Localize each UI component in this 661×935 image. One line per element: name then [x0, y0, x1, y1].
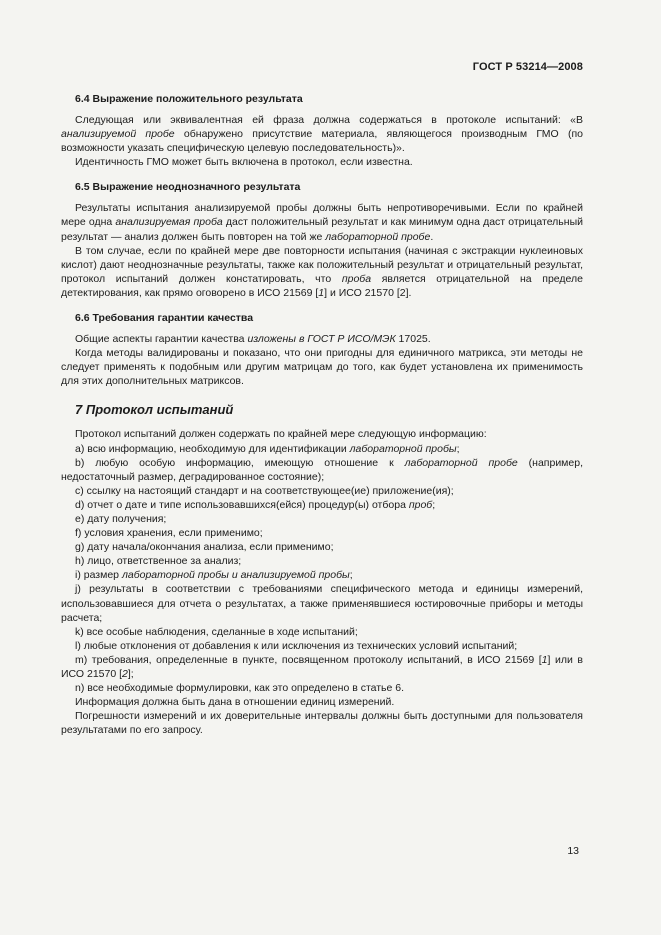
- text-run: Общие аспекты гарантии качества: [75, 333, 248, 346]
- list-item-b: [61, 456, 583, 484]
- italic-term: проба: [341, 272, 372, 285]
- text-run: обнаружено присутствие материала, являющегося производным ГМО (по возможности указать специфическую целевую последовательность)».: [61, 128, 583, 155]
- section-7-title: 7 Протокол испытаний: [75, 402, 234, 418]
- text-run: является отрицательной на пределе детектирования, как прямо оговорено в ИСО 21569 [: [61, 272, 583, 299]
- italic-term: лабораторной пробы и анализируемой пробы: [121, 569, 350, 582]
- italic-term: анализируемой пробе: [61, 128, 175, 141]
- units-paragraph: Информация должна быть дана в отношении единиц измерений.: [75, 696, 395, 709]
- section-6-6-title: 6.6 Требования гарантии качества: [75, 312, 254, 325]
- list-item-e: e) дату получения;: [75, 512, 167, 525]
- section-6-4-paragraph-1: [61, 113, 583, 155]
- reference-number: 1: [318, 286, 325, 299]
- text-run: Следующая или эквивалентная ей фраза должна содержаться в протоколе испытаний: «В: [75, 114, 583, 126]
- list-item-h: h) лицо, ответственное за анализ;: [75, 555, 242, 568]
- list-item-n: n) все необходимые формулировки, как это определено в статье 6.: [75, 682, 405, 695]
- text-run: ] или в ИСО 21570 [: [61, 653, 584, 680]
- section-6-6-paragraph-2: Когда методы валидированы и показано, что они пригодны для единичного матрикса, эти методы не следует применять к подобным или другим матрицам до того, как будет установлена их применимость для этих дополнительных матриксов.: [61, 347, 583, 388]
- text-run: ;: [349, 569, 353, 582]
- italic-term: анализируемая проба: [115, 216, 223, 229]
- text-run: d) отчет о дате и типе использовавшихся(ейся) процедур(ы) отбора: [75, 498, 409, 511]
- list-item-f: f) условия хранения, если применимо;: [75, 527, 263, 540]
- section-6-4-paragraph-2: Идентичность ГМО может быть включена в протокол, если известна.: [75, 156, 413, 169]
- list-item-m: [61, 653, 583, 681]
- reference-number: 2: [122, 668, 128, 680]
- reference-number: 1: [541, 653, 548, 666]
- list-item-i: [61, 568, 583, 582]
- list-item-j: j) результаты в соответствии с требованиями специфического метода и единицы измерений, использовавшиеся для отчета о результатах, а также применявшиеся юстировочные приборы и методы расчета;: [61, 583, 583, 624]
- text-run: В том случае, если по крайней мере две повторности испытания (начиная с экстракции нуклеиновых кислот) дают неоднозначные результаты, также как положительный результат и отрицательный результат, протокол испытаний должен констатировать, что: [61, 244, 583, 285]
- section-6-4-title: 6.4 Выражение положительного результата: [75, 93, 303, 105]
- text-run: даст положительный результат и как минимум одна даст отрицательный результат — анализ должен быть повторен на той же: [61, 216, 583, 243]
- section-6-5: [61, 180, 583, 300]
- page-content: [61, 92, 583, 737]
- text-run: ];: [127, 668, 134, 680]
- italic-term: лабораторной пробе: [325, 230, 431, 243]
- list-item-d: [61, 498, 583, 512]
- section-6-5-title: 6.5 Выражение неоднозначного результата: [75, 181, 301, 194]
- text-run: ] и ИСО 21570 [2].: [324, 286, 412, 299]
- list-item-k: k) все особые наблюдения, сделанные в ходе испытаний;: [75, 625, 358, 638]
- section-6-5-paragraph-2: [61, 244, 583, 300]
- list-item-c: c) ссылку на настоящий стандарт и на соответствующее(ие) приложение(ия);: [75, 484, 454, 497]
- italic-term: проб: [408, 498, 433, 511]
- section-6-4: [61, 92, 583, 169]
- list-item-l: l) любые отклонения от добавления к или исключения из технических условий испытаний;: [75, 639, 518, 652]
- text-run: .: [430, 230, 434, 243]
- section-6-6: [61, 311, 583, 388]
- italic-term: изложены в ГОСТ Р ИСО/МЭК: [247, 333, 396, 346]
- text-run: (например, недостаточный размер, деградированное состояние);: [61, 456, 584, 483]
- italic-term: лабораторной пробы: [349, 442, 457, 455]
- text-run: a) всю информацию, необходимую для идентификации: [75, 442, 350, 455]
- section-6-5-paragraph-1: [61, 201, 583, 243]
- section-7-intro: Протокол испытаний должен содержать по крайней мере следующую информацию:: [75, 428, 487, 441]
- text-run: 17025.: [395, 333, 431, 346]
- section-7: [61, 402, 583, 737]
- text-run: ;: [456, 442, 460, 455]
- list-item-a: [61, 442, 583, 456]
- section-6-6-paragraph-1: [61, 332, 583, 346]
- italic-term: лабораторной пробе: [404, 456, 518, 469]
- text-run: b) любую особую информацию, имеющую отношение к: [75, 456, 405, 469]
- text-run: ;: [432, 498, 436, 511]
- text-run: m) требования, определенные в пункте, посвященном протоколу испытаний, в ИСО 21569 [: [75, 653, 542, 666]
- page-number: 13: [567, 845, 579, 857]
- text-run: i) размер: [75, 569, 122, 582]
- list-item-g: g) дату начала/окончания анализа, если применимо;: [75, 541, 334, 554]
- uncertainty-paragraph: Погрешности измерений и их доверительные интервалы должны быть доступными для пользователя результатами по его запросу.: [61, 710, 583, 737]
- standard-header: ГОСТ Р 53214—2008: [472, 61, 583, 73]
- text-run: Результаты испытания анализируемой пробы должны быть непротиворечивыми. Если по крайней мере одна: [61, 202, 583, 229]
